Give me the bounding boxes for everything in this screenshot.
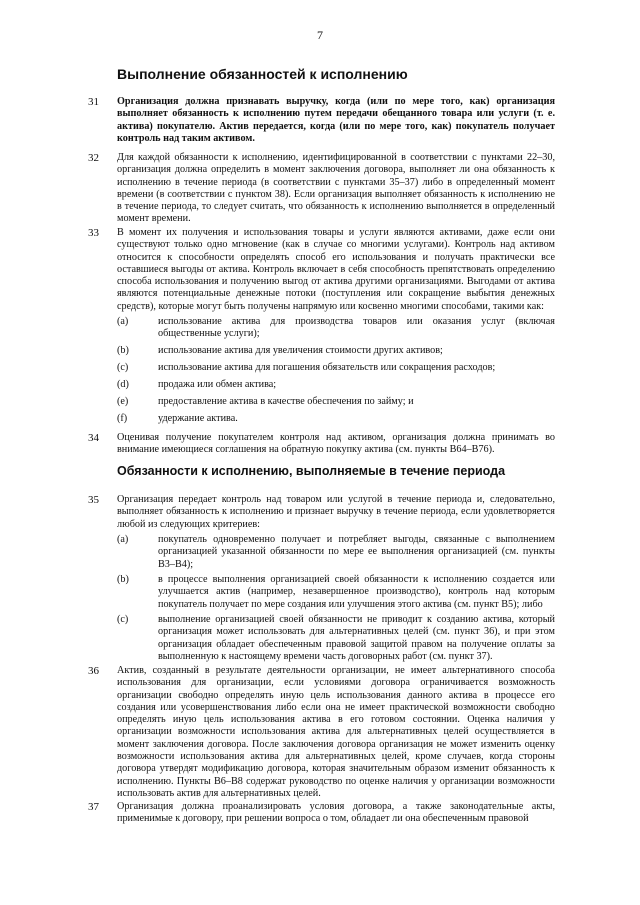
list-item-text: продажа или обмен актива; <box>158 379 277 390</box>
paragraph-text: Для каждой обязанности к исполнению, идентифицированной в соответствии с пунктами 22–30, организация должна определить в момент заключения договора, выполняет ли она обязанность к исполнению в течение периода (в соответствии с пунктами 35–37) либо в определенный момент времени (в соответствии с пунктом 38). Если организация выполняет обязанность к исполнению не в течение периода, то следует считать, что обязанность к исполнению выполняется в определенный момент времени. <box>117 152 555 225</box>
paragraph-number: 31 <box>88 96 99 108</box>
paragraph-text: Организация должна проанализировать условия договора, а также законодательные акты, применимые к договору, при решении вопроса о том, обладает ли она обеспеченным правовой <box>117 801 555 825</box>
list-item-label: (b) <box>117 345 129 356</box>
list-item-text: использование актива для увеличения стоимости других активов; <box>158 345 443 356</box>
paragraph-number: 33 <box>88 227 99 239</box>
paragraph-number: 32 <box>88 152 99 164</box>
list-item-text: предоставление актива в качестве обеспечения по займу; и <box>158 396 414 407</box>
paragraph-number: 37 <box>88 801 99 813</box>
list-item-label: (a) <box>117 316 129 327</box>
list-item-text: выполнение организацией своей обязанности не приводит к созданию актива, который организация может использовать для альтернативных целей (см. пункт 36), и при этом организация обладает обеспеченным правовой защитой правом на получение оплаты за выполненную к настоящему времени часть договорных работ (см. пункт 37). <box>158 614 555 662</box>
paragraph-number: 34 <box>88 432 99 444</box>
page-number: 7 <box>317 28 323 42</box>
list-item-text: использование актива для производства товаров или оказания услуг (включая общественные услуги); <box>158 316 555 340</box>
list-item-text: использование актива для погашения обязательств или сокращения расходов; <box>158 362 496 373</box>
section-heading-over-time: Обязанности к исполнению, выполняемые в течение периода <box>117 464 506 478</box>
paragraph-text: В момент их получения и использования товары и услуги являются активами, даже если они существуют только одно мгновение (как в случае со многими услугами). Контроль над активом относится к способности определять способ его использования и получать практически все оставшиеся выгоды от актива. Контроль включает в себя способность препятствовать определению способа использования и получению выгод от актива другими организациями. Выгодами от актива являются потенциальные денежные потоки (поступления или сокращение выбытия денежных средств), которые могут быть получены напрямую или косвенно многими способами, такими как: <box>117 227 555 312</box>
list-item-text: покупатель одновременно получает и потребляет выгоды, связанные с выполнением организацией указанной обязанности по мере ее выполнения организацией (см. пункты B3–B4); <box>158 534 555 570</box>
list-item-label: (c) <box>117 614 129 625</box>
paragraph-text: Организация передает контроль над товаром или услугой в течение периода и, следовательно, выполняет обязанность к исполнению и признает выручку в течение периода, если удовлетворяется любой из следующих критериев: <box>117 494 555 530</box>
section-heading-performance-obligations: Выполнение обязанностей к исполнению <box>117 66 408 82</box>
list-item-label: (e) <box>117 396 129 407</box>
paragraph-text: Оценивая получение покупателем контроля над активом, организация должна принимать во внимание имеющиеся соглашения на обратную покупку актива (см. пункты B64–B76). <box>117 432 555 456</box>
list-item-text: удержание актива. <box>158 413 238 424</box>
paragraph-number: 35 <box>88 494 99 506</box>
list-item-label: (b) <box>117 574 129 585</box>
list-item-label: (f) <box>117 413 128 424</box>
paragraph-text: Актив, созданный в результате деятельности организации, не имеет альтернативного способа использования для организации, если условиями договора ограничивается возможность организации свободно определять иную цель использования данного актива в процессе его создания или усовершенствования либо если она не имеет практической возможности свободно определять иную цель использования актива в его готовом состоянии. Оценка наличия у организации возможности использования актива для альтернативных целей осуществляется в момент заключения договора. После заключения договора организация не может изменить оценку возможности использования актива для альтернативных целей, кроме случаев, когда стороны договора утвердят модификацию договора, которая значительным образом изменит обязанность к исполнению. Пункты B6–B8 содержат руководство по оценке наличия у организации возможности использовать актив для альтернативных целей. <box>117 665 555 799</box>
list-item-label: (d) <box>117 379 129 390</box>
list-item-label: (a) <box>117 534 129 545</box>
list-item-text: в процессе выполнения организацией своей обязанности к исполнению создается или улучшается актив (например, незавершенное производство), контроль над которым покупатель получает по мере создания или улучшения этого актива (см. пункт B5); либо <box>158 574 555 610</box>
paragraph-number: 36 <box>88 665 99 677</box>
paragraph-text: Организация должна признавать выручку, когда (или по мере того, как) организация выполняет обязанность к исполнению путем передачи обещанного товара или услуги (т. е. актива) покупателю. Актив передается, когда (или по мере того, как) покупатель получает контроль над таким активом. <box>117 96 555 144</box>
list-item-label: (c) <box>117 362 129 373</box>
